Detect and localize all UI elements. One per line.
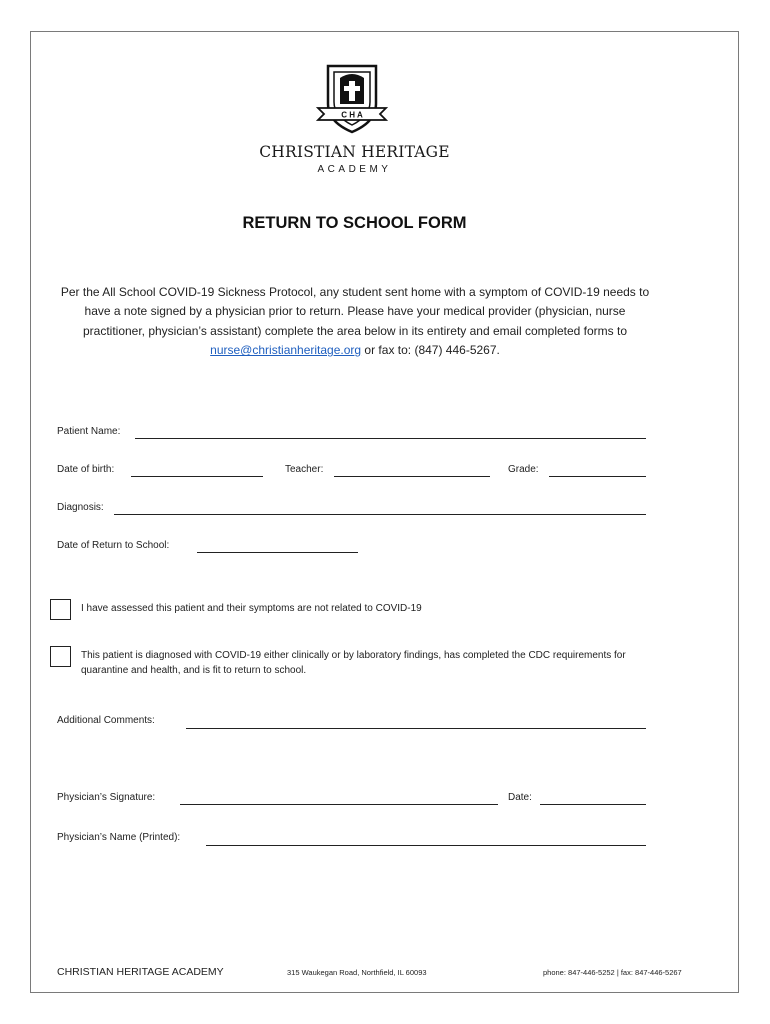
school-subtitle: ACADEMY	[317, 164, 392, 175]
intro-text-end: or fax to: (847) 446-5267.	[361, 343, 500, 358]
intro-text-start: Per the All School COVID-19 Sickness Protocol, any student sent home with a symptom of COVID-19 needs to have a note signed by a physician prior to return. Please have your medical provider (physician, nurse practitioner, physician’s assistant) complete the area below in its entirety and email completed forms to	[60, 285, 650, 338]
logo-text: C H A	[341, 110, 363, 120]
footer-contact: phone: 847-446-5252 | fax: 847-446-5267	[543, 968, 682, 977]
diagnosed-checkbox[interactable]	[50, 646, 71, 667]
footer-org: CHRISTIAN HERITAGE ACADEMY	[57, 966, 224, 978]
teacher-field[interactable]	[334, 476, 490, 477]
date-of-return-field[interactable]	[197, 552, 358, 553]
additional-comments-label: Additional Comments:	[57, 715, 155, 726]
grade-field[interactable]	[549, 476, 646, 477]
diagnosis-label: Diagnosis:	[57, 502, 104, 513]
physician-name-label: Physician’s Name (Printed):	[57, 832, 181, 843]
form-title: RETURN TO SCHOOL FORM	[242, 214, 467, 232]
physician-name-field[interactable]	[206, 845, 646, 846]
school-name: CHRISTIAN HERITAGE	[259, 143, 450, 161]
patient-name-label: Patient Name:	[57, 426, 121, 437]
signature-date-field[interactable]	[540, 804, 646, 805]
diagnosed-checkbox-label: This patient is diagnosed with COVID-19 either clinically or by laboratory findings, has completed the CDC requirements for quarantine and health, and is fit to return to school.	[81, 650, 626, 676]
physician-signature-label: Physician’s Signature:	[57, 792, 156, 803]
footer-address: 315 Waukegan Road, Northfield, IL 60093	[287, 968, 427, 977]
patient-name-field[interactable]	[135, 438, 646, 439]
nurse-email-link[interactable]: nurse@christianheritage.org	[210, 343, 362, 358]
date-of-birth-field[interactable]	[131, 476, 263, 477]
additional-comments-field[interactable]	[186, 728, 646, 729]
form-page	[30, 31, 739, 993]
physician-signature-field[interactable]	[180, 804, 498, 805]
date-of-return-label: Date of Return to School:	[57, 540, 170, 551]
grade-label: Grade:	[508, 464, 539, 475]
not-related-checkbox[interactable]	[50, 599, 71, 620]
intro-paragraph	[55, 283, 655, 361]
cha-crest-logo	[316, 64, 388, 134]
not-related-checkbox-label: I have assessed this patient and their symptoms are not related to COVID-19	[81, 603, 422, 614]
diagnosis-field[interactable]	[114, 514, 646, 515]
date-of-birth-label: Date of birth:	[57, 464, 115, 475]
teacher-label: Teacher:	[285, 464, 324, 475]
date-label: Date:	[508, 792, 532, 803]
